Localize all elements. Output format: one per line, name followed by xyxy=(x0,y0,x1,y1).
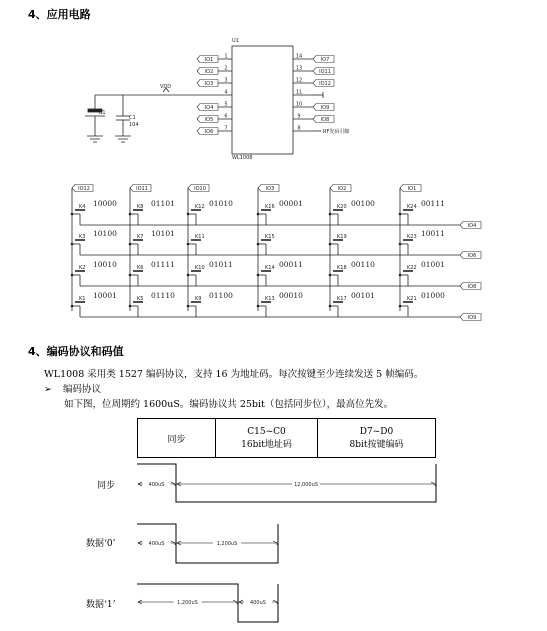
key-label-k24: K24 xyxy=(407,204,417,210)
bullet-item xyxy=(44,381,101,395)
junction-k19 xyxy=(329,243,331,245)
net-right-io7: IO7 xyxy=(320,57,330,64)
frame-cell-address-line1: C15~C0 xyxy=(247,426,286,437)
key-code-k9: 01100 xyxy=(209,291,233,300)
key-label-k14: K14 xyxy=(265,265,275,271)
junction-k16 xyxy=(257,213,259,215)
col-net-io12: IO12 xyxy=(78,186,90,193)
junction-k22 xyxy=(399,274,401,276)
junction-k1 xyxy=(71,305,73,307)
left-pin-num-1: 1 xyxy=(224,53,228,60)
key-label-k1: K1 xyxy=(79,296,86,302)
key-code-k6: 01111 xyxy=(151,260,175,269)
frame-cell-address-line2: 16bit地址码 xyxy=(241,439,292,450)
key-matrix-diagram xyxy=(0,178,547,328)
net-left-io2: IO2 xyxy=(204,69,214,76)
net-left-io6: IO6 xyxy=(204,129,214,136)
sync-low-label: 12,000uS xyxy=(294,482,318,488)
section-heading-circuit: 4、应用电路 xyxy=(28,8,91,21)
key-label-k12: K12 xyxy=(195,204,205,210)
protocol-description: 如下图，位周期约 1600uS。编码协议共 25bit（包括同步位），最高位先发。 xyxy=(64,399,394,410)
col-net-io1: IO1 xyxy=(407,186,417,193)
key-code-k8: 01101 xyxy=(151,199,175,208)
timing-label-data0: 数据‘0’ xyxy=(86,539,116,549)
cap-value: 104 xyxy=(129,122,139,128)
bullet-marker: ➢ xyxy=(44,384,52,395)
timing-label-sync: 同步 xyxy=(97,481,116,491)
section-heading-protocol: 4、编码协议和码值 xyxy=(28,345,124,358)
right-pin-num-12: 12 xyxy=(295,77,303,84)
junction-k3 xyxy=(71,243,73,245)
key-code-k12: 01010 xyxy=(209,199,233,208)
key-code-k23: 10011 xyxy=(421,229,445,238)
data1-low-label: 400uS xyxy=(250,600,266,606)
key-label-k7: K7 xyxy=(137,234,144,240)
key-label-k11: K11 xyxy=(195,234,205,240)
circuit-schematic xyxy=(0,0,547,170)
key-code-k16: 00001 xyxy=(279,199,303,208)
net-left-io5: IO5 xyxy=(204,117,214,124)
junction-k18 xyxy=(329,274,331,276)
data0-low-label: 1,200uS xyxy=(216,541,238,547)
left-pin-num-5: 5 xyxy=(224,101,228,108)
ground-symbol-battery xyxy=(87,136,103,142)
chip-body xyxy=(232,46,293,154)
key-label-k19: K19 xyxy=(337,234,347,240)
junction-k23 xyxy=(399,243,401,245)
right-pin-num-14: 14 xyxy=(295,53,303,60)
key-code-k4: 10000 xyxy=(93,199,117,208)
junction-k6 xyxy=(129,274,131,276)
col-net-io10: IO10 xyxy=(194,186,206,193)
key-code-k7: 10101 xyxy=(151,229,175,238)
key-code-k18: 00110 xyxy=(351,260,375,269)
timing-diagrams xyxy=(0,455,547,631)
key-label-k16: K16 xyxy=(265,204,275,210)
left-pin-num-4: 4 xyxy=(224,89,228,96)
key-label-k13: K13 xyxy=(265,296,275,302)
key-code-k13: 00010 xyxy=(279,291,303,300)
junction-k21 xyxy=(399,305,401,307)
col-net-io11: IO11 xyxy=(136,186,148,193)
chip-ref-label: U1 xyxy=(232,38,239,44)
left-pin-num-3: 3 xyxy=(224,77,228,84)
junction-k4 xyxy=(71,213,73,215)
key-code-k20: 00100 xyxy=(351,199,375,208)
rf-pin-label: RF发码引脚 xyxy=(323,129,350,135)
key-label-k21: K21 xyxy=(407,296,417,302)
key-code-k22: 01001 xyxy=(421,260,445,269)
col-net-io3: IO3 xyxy=(265,186,275,193)
frame-cell-address xyxy=(216,419,318,457)
key-label-k5: K5 xyxy=(137,296,144,302)
junction-k11 xyxy=(187,243,189,245)
left-pin-num-6: 6 xyxy=(224,113,228,120)
net-right-io8: IO8 xyxy=(320,117,330,124)
row-net-io6: IO6 xyxy=(467,253,477,260)
sync-high-label: 400uS xyxy=(148,482,165,488)
key-label-k23: K23 xyxy=(407,234,417,240)
junction-k2 xyxy=(71,274,73,276)
row-net-io8: IO8 xyxy=(467,284,477,291)
junction-k14 xyxy=(257,274,259,276)
junction-k12 xyxy=(187,213,189,215)
key-code-k1: 10001 xyxy=(93,291,117,300)
cap-label: C1 xyxy=(129,115,136,121)
junction-k10 xyxy=(187,274,189,276)
key-code-k10: 01011 xyxy=(209,260,233,269)
ground-symbol-cap xyxy=(115,136,131,142)
left-pin-num-7: 7 xyxy=(224,125,228,132)
col-net-io2: IO2 xyxy=(337,186,347,193)
right-pin-num-10: 10 xyxy=(295,101,303,108)
right-pin-num-8: 8 xyxy=(297,125,301,132)
right-pin-num-9: 9 xyxy=(297,113,301,120)
bullet-text: 编码协议 xyxy=(63,384,102,395)
right-pin-num-13: 13 xyxy=(295,65,303,72)
key-code-k24: 00111 xyxy=(421,199,445,208)
net-left-io3: IO3 xyxy=(204,81,214,88)
row-net-io9: IO9 xyxy=(467,315,477,322)
junction-k7 xyxy=(129,243,131,245)
data1-high-label: 1,200uS xyxy=(177,600,198,606)
battery-label: B1 xyxy=(99,110,106,116)
key-label-k18: K18 xyxy=(337,265,347,271)
chip-name-label: WL1008 xyxy=(232,155,253,161)
junction-k9 xyxy=(187,305,189,307)
key-label-k8: K8 xyxy=(137,204,144,210)
net-right-io9: IO9 xyxy=(320,105,330,112)
key-label-k2: K2 xyxy=(79,265,86,271)
key-code-k3: 10100 xyxy=(93,229,117,238)
key-code-k17: 00101 xyxy=(351,291,375,300)
junction-k20 xyxy=(329,213,331,215)
key-label-k6: K6 xyxy=(137,265,144,271)
frame-cell-keycode-line1: D7~D0 xyxy=(359,426,394,437)
key-label-k3: K3 xyxy=(79,234,86,240)
key-code-k2: 10010 xyxy=(93,260,117,269)
junction-k13 xyxy=(257,305,259,307)
data0-high-label: 400uS xyxy=(148,541,165,547)
net-left-io1: IO1 xyxy=(204,57,214,64)
vdd-label: VDD xyxy=(160,84,172,90)
key-code-k14: 00011 xyxy=(279,260,303,269)
junction-k15 xyxy=(257,243,259,245)
junction-k24 xyxy=(399,213,401,215)
net-right-io12: IO12 xyxy=(319,81,331,88)
sync-waveform xyxy=(137,464,436,502)
junction-k17 xyxy=(329,305,331,307)
key-code-k5: 01110 xyxy=(151,291,175,300)
key-label-k22: K22 xyxy=(407,265,417,271)
junction-k8 xyxy=(129,213,131,215)
left-pin-num-2: 2 xyxy=(224,65,228,72)
frame-cell-keycode xyxy=(318,419,435,457)
junction-k5 xyxy=(129,305,131,307)
protocol-frame-table xyxy=(137,418,436,458)
protocol-intro: WL1008 采用类 1527 编码协议，支持 16 为地址码。每次按键至少连续发送 5 帧编码。 xyxy=(44,369,424,380)
key-label-k4: K4 xyxy=(79,204,86,210)
key-code-k21: 01000 xyxy=(421,291,445,300)
key-label-k20: K20 xyxy=(337,204,347,210)
frame-cell-keycode-line2: 8bit按键编码 xyxy=(349,439,404,450)
frame-cell-sync xyxy=(138,419,216,457)
key-label-k9: K9 xyxy=(195,296,202,302)
net-right-io11: IO11 xyxy=(319,69,331,76)
key-label-k17: K17 xyxy=(337,296,347,302)
right-pin-num-11: 11 xyxy=(295,89,303,96)
key-label-k10: K10 xyxy=(195,265,205,271)
timing-label-data1: 数据‘1’ xyxy=(86,600,116,610)
net-left-io4: IO4 xyxy=(204,105,214,112)
frame-cell-sync-line1: 同步 xyxy=(167,434,186,445)
row-net-io4: IO4 xyxy=(467,223,477,230)
key-label-k15: K15 xyxy=(265,234,275,240)
